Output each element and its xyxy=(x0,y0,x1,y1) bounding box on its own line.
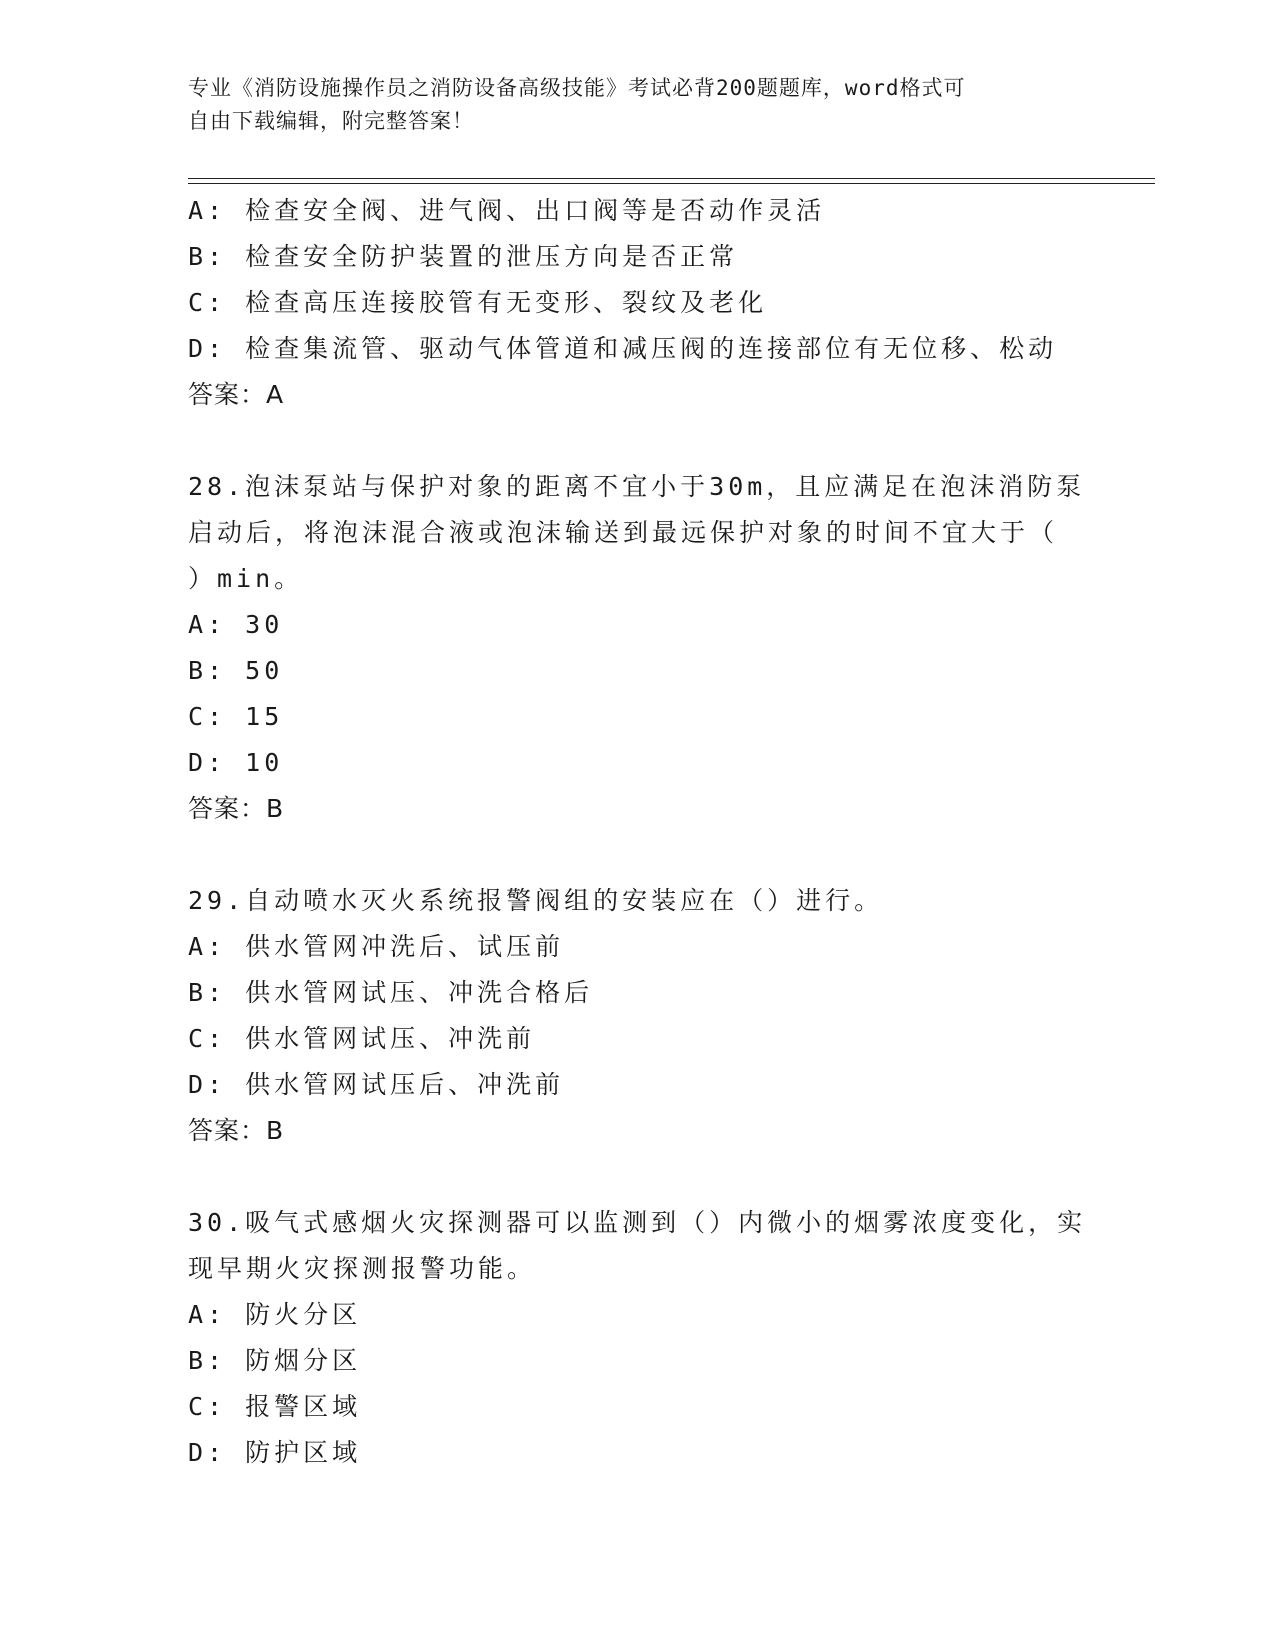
header-divider-top xyxy=(188,178,1155,179)
option-c: C: 15 xyxy=(188,702,284,731)
header-title-line-2: 自由下载编辑，附完整答案！ xyxy=(188,109,474,133)
answer-line: 答案：B xyxy=(188,1116,285,1145)
option-a: A: 30 xyxy=(188,610,284,639)
answer-line: 答案：B xyxy=(188,794,285,823)
option-c: C: 报警区域 xyxy=(188,1392,362,1421)
answer-line: 答案：A xyxy=(188,380,285,409)
question-29 xyxy=(188,878,1088,1154)
question-stem-line: 启动后，将泡沫混合液或泡沫输送到最远保护对象的时间不宜大于（ xyxy=(188,518,1059,547)
question-stem-line: 28.泡沫泵站与保护对象的距离不宜小于30m，且应满足在泡沫消防泵 xyxy=(188,472,1086,501)
document-header xyxy=(188,72,1088,138)
header-divider-bottom xyxy=(188,183,1155,184)
question-30 xyxy=(188,1200,1088,1476)
question-stem-line: 30.吸气式感烟火灾探测器可以监测到（）内微小的烟雾浓度变化，实 xyxy=(188,1208,1087,1237)
option-a: A: 检查安全阀、进气阀、出口阀等是否动作灵活 xyxy=(188,196,826,225)
question-spacer xyxy=(188,418,1088,464)
option-a: A: 供水管网冲洗后、试压前 xyxy=(188,932,565,961)
header-title-line-1: 专业《消防设施操作员之消防设备高级技能》考试必背200题题库，word格式可 xyxy=(188,76,966,100)
option-d: D: 检查集流管、驱动气体管道和减压阀的连接部位有无位移、松动 xyxy=(188,334,1058,363)
option-a: A: 防火分区 xyxy=(188,1300,362,1329)
option-d: D: 防护区域 xyxy=(188,1438,362,1467)
question-27-continued xyxy=(188,188,1088,418)
option-d: D: 10 xyxy=(188,748,284,777)
option-b: B: 防烟分区 xyxy=(188,1346,362,1375)
option-d: D: 供水管网试压后、冲洗前 xyxy=(188,1070,565,1099)
question-spacer xyxy=(188,832,1088,878)
option-c: C: 检查高压连接胶管有无变形、裂纹及老化 xyxy=(188,288,768,317)
option-b: B: 供水管网试压、冲洗合格后 xyxy=(188,978,594,1007)
question-stem-line: 29.自动喷水灭火系统报警阀组的安装应在（）进行。 xyxy=(188,886,884,915)
option-c: C: 供水管网试压、冲洗前 xyxy=(188,1024,536,1053)
option-b: B: 50 xyxy=(188,656,284,685)
question-stem-line: ）min。 xyxy=(188,564,304,593)
question-stem-line: 现早期火灾探测报警功能。 xyxy=(188,1254,537,1283)
option-b: B: 检查安全防护装置的泄压方向是否正常 xyxy=(188,242,739,271)
question-list xyxy=(188,188,1088,1476)
question-28 xyxy=(188,464,1088,832)
question-spacer xyxy=(188,1154,1088,1200)
